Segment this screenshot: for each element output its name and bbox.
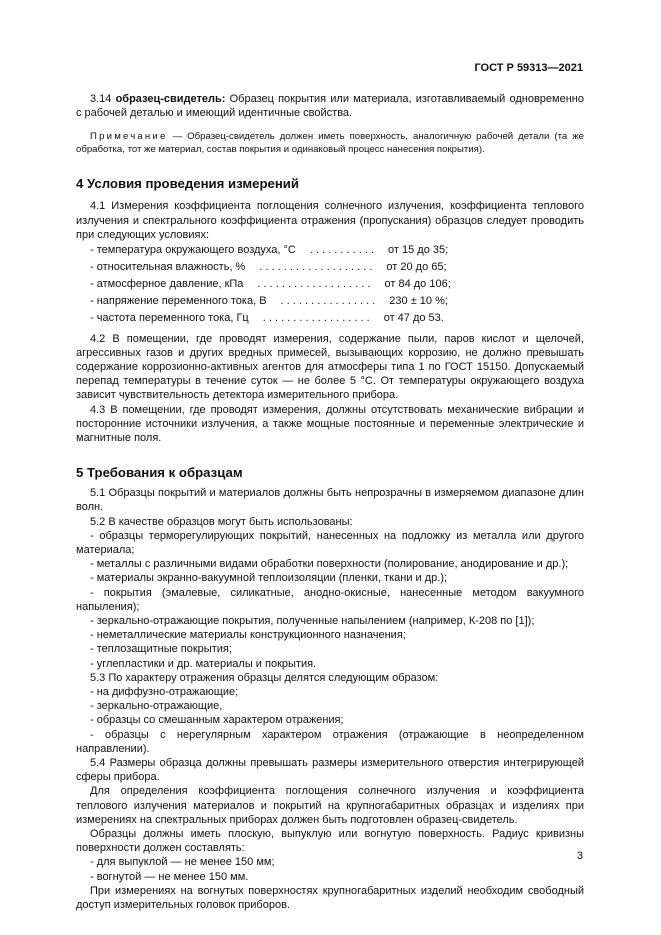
paragraph-5-1: 5.1 Образцы покрытий и материалов должны быть непрозрачны в измеряемом диапазоне длин волн. [76,487,584,514]
paragraph-4-3: 4.3 В помещении, где проводят измерения, должны отсутствовать механические вибрации и посторонние источники излучения, а также мощные постоянные и переменные электрические и магнитные поля. [76,403,584,444]
condition-leader: . . . . . . . . . . . . . . . . . . . [259,260,373,273]
condition-label: - напряжение переменного тока, В [90,294,267,307]
list-item: - образцы со смешанным характером отражения; [90,714,344,727]
definition-term: образец-свидетель: [115,93,226,105]
paragraph-5-2: 5.2 В качестве образцов могут быть использованы: [90,515,353,528]
section-4-heading: 4 Условия проведения измерений [76,176,300,192]
list-item: - для выпуклой — не менее 150 мм; [90,856,275,869]
list-item: - покрытия (эмалевые, силикатные, анодно-окисные, нанесенные методом вакуумного напыления); [76,586,584,613]
definition-3-14 [76,92,584,120]
condition-leader: . . . . . . . . . . . . . . . . [280,294,376,307]
page-number: 3 [576,850,583,862]
list-item: - вогнутой — не менее 150 мм. [90,870,249,883]
paragraph-5-4: 5.4 Размеры образца должны превышать размеры измерительного отверстия интегрирующей сферы прибора. [76,757,584,784]
condition-value: 230 ± 10 %; [389,294,448,307]
condition-label: - температура окружающего воздуха, °C [90,244,296,257]
paragraph-surface-shape: Образцы должны иметь плоскую, выпуклую или вогнутую поверхность. Радиус кривизны поверхности должен составлять: [76,828,584,855]
list-item: - образцы с нерегулярным характером отражения (отражающие в неопределенном направлении). [76,728,584,755]
section-5-heading: 5 Требования к образцам [76,465,243,481]
condition-label: - атмосферное давление, кПа [90,277,244,290]
list-item: - зеркально-отражающие, [90,700,223,713]
condition-leader: . . . . . . . . . . . [309,244,375,257]
condition-label: - относительная влажность, % [90,260,246,273]
list-item: - неметаллические материалы конструкционного назначения; [90,629,406,642]
page-content [76,92,584,912]
condition-value: от 20 до 65; [386,260,447,273]
list-item: - углепластики и др. материалы и покрытия. [90,657,317,670]
note-label: Примечание [90,131,168,143]
condition-leader: . . . . . . . . . . . . . . . . . . . [257,277,371,290]
condition-row [76,293,584,310]
list-item: - на диффузно-отражающие; [90,686,239,699]
condition-row [76,276,584,293]
paragraph-5-3: 5.3 По характеру отражения образцы делятся следующим образом: [90,671,439,684]
note-text: — Образец-свидетель должен иметь поверхность, аналогичную рабочей детали (та же обработка, тот же материал, состав покрытия и одинаковый процесс нанесения покрытия). [76,131,584,156]
document-id-header: ГОСТ Р 59313—2021 [474,62,583,74]
definition-text: Образец покрытия или материала, изготавливаемый одновременно с рабочей деталью и имеющий идентичные свойства. [76,93,584,120]
paragraph-witness-sample: Для определения коэффициента поглощения солнечного излучения и коэффициента теплового излучения материалов и покрытий на крупногабаритных образцах и изделиях при измерениях на спектральных приборах должен быть подготовлен образец-свидетель. [76,785,584,826]
conditions-list [76,242,584,327]
paragraph-4-1: 4.1 Измерения коэффициента поглощения солнечного излучения, коэффициента теплового излучения и спектрального коэффициента отражения (пропускания) образцов следует проводить при следующих условиях: [76,200,584,241]
note-paragraph [76,130,584,156]
paragraph-4-2: 4.2 В помещении, где проводят измерения, содержание пыли, паров кислот и щелочей, агрессивных газов и других вредных примесей, вызывающих коррозию, не должно превышать содержание коррозионно-активных агентов для атмосферы типа 1 по ГОСТ 15150. Допускаемый перепад температуры в течение суток — не более 5 °C. От температуры окружающего воздуха зависит чувствительность детектора измерительного прибора. [76,332,584,402]
list-item: - материалы экранно-вакуумной теплоизоляции (пленки, ткани и др.); [90,572,448,585]
condition-value: от 15 до 35; [388,244,449,257]
condition-row [76,242,584,259]
definition-number: 3.14 [90,93,112,105]
condition-value: от 84 до 106; [384,277,451,290]
list-item: - зеркально-отражающие покрытия, полученные напылением (например, К-208 по [1]); [90,615,535,627]
list-item: - образцы терморегулирующих покрытий, нанесенных на подложку из металла или другого материала; [76,529,584,556]
condition-leader: . . . . . . . . . . . . . . . . . . [262,311,370,324]
condition-row [76,259,584,276]
condition-label: - частота переменного тока, Гц [90,311,249,324]
condition-value: от 47 до 53. [383,311,444,324]
paragraph-probe-access: При измерениях на вогнутых поверхностях крупногабаритных изделий необходим свободный доступ измерительных головок приборов. [76,884,584,912]
list-item: - металлы с различными видами обработки поверхности (полирование, анодирование и др.); [90,558,569,571]
list-item: - теплозащитные покрытия; [90,643,232,656]
condition-row [76,310,584,327]
